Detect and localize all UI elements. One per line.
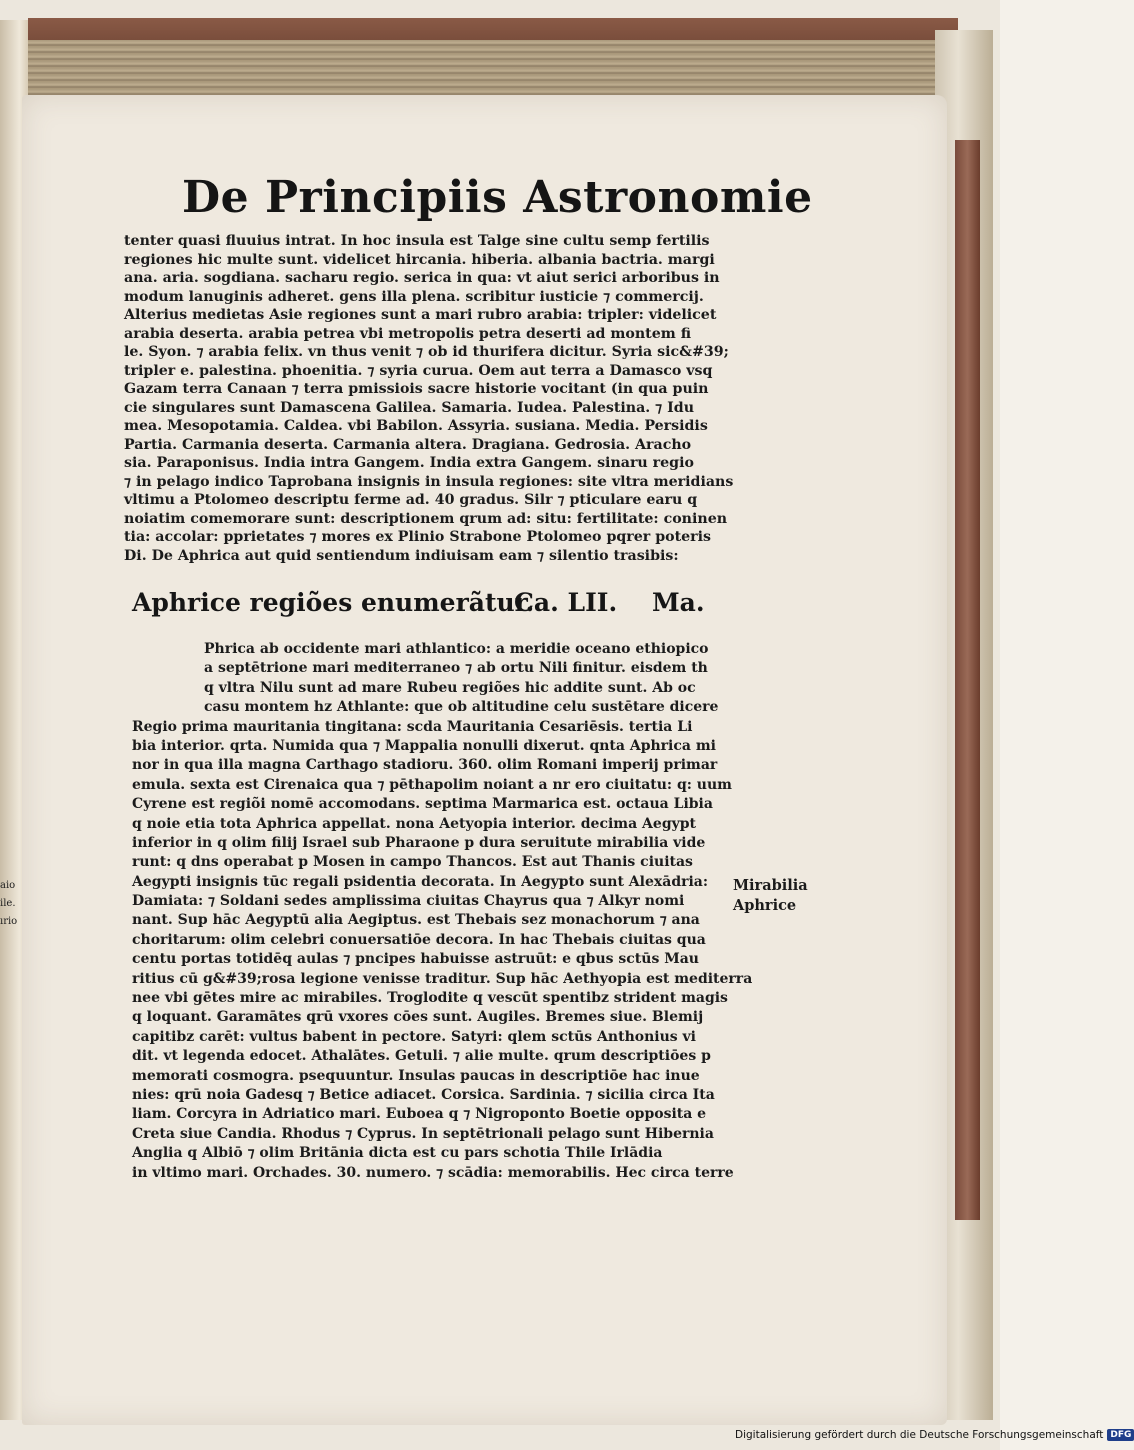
left-margin-fragment: ırio <box>0 916 18 927</box>
chapter-sign: Ma. <box>652 588 705 617</box>
text-line: runt: q dns operabat p Mosen in campo Thancos. Est aut Thanis ciuitas <box>132 854 693 871</box>
text-line: nant. Sup hāc Aegyptū alia Aegiptus. est Thebais sez monachorum ⁊ ana <box>132 912 700 929</box>
paragraph-1 <box>124 232 733 565</box>
text-line: cie singulares sunt Damascena Galilea. Samaria. Iudea. Palestina. ⁊ Idu <box>124 399 695 416</box>
text-line: ritius cū g&#39;rosa legione venisse traditur. Sup hāc Aethyopia est mediterra <box>132 970 753 987</box>
text-line: le. Syon. ⁊ arabia felix. vn thus venit ⁊ ob id thurifera dicitur. Syria sic&#39; <box>124 344 729 360</box>
left-margin-fragment: ile. <box>0 898 16 909</box>
text-line: casu montem hz Athlante: que ob altitudine celu sustētare dicere <box>204 699 719 716</box>
digitization-footer <box>735 1424 1134 1446</box>
text-line: sia. Paraponisus. India intra Gangem. India extra Gangem. sinaru regio <box>124 455 694 471</box>
marginal-note-line: Aphrice <box>733 897 797 914</box>
text-line: memorati cosmogra. psequuntur. Insulas paucas in descriptiōe hac inue <box>132 1067 700 1084</box>
text-line: bia interior. qrta. Numida qua ⁊ Mappalia nonulli dixerut. qnta Aphrica mi <box>132 737 716 754</box>
text-line: Gazam terra Canaan ⁊ terra pmissiois sacre historie vocitant (in qua puin <box>124 381 709 397</box>
text-line: Phrica ab occidente mari athlantico: a meridie oceano ethiopico <box>204 641 709 657</box>
text-line: nies: qrū noia Gadesq ⁊ Betice adiacet. Corsica. Sardinia. ⁊ sicilia circa Ita <box>132 1086 715 1103</box>
text-line: arabia deserta. arabia petrea vbi metropolis petra deserti ad montem fi <box>124 325 692 342</box>
footer-text: Digitalisierung gefördert durch die Deutsche Forschungsgemeinschaft <box>735 1429 1104 1441</box>
text-line: in vltimo mari. Orchades. 30. numero. ⁊ scādia: memorabilis. Hec circa terre <box>132 1164 734 1181</box>
text-line: ⁊ in pelago indico Taprobana insignis in insula regiones: site vltra meridians <box>124 473 734 490</box>
text-line: q noie etia tota Aphrica appellat. nona Aetyopia interior. decima Aegypt <box>132 815 696 832</box>
text-line: Damiata: ⁊ Soldani sedes amplissima ciuitas Chayrus qua ⁊ Alkyr nomi <box>132 893 685 910</box>
dfg-logo: DFG <box>1107 1429 1134 1441</box>
text-line: Di. De Aphrica aut quid sentiendum indiuisam eam ⁊ silentio trasibis: <box>124 547 679 564</box>
text-line: vltimu a Ptolomeo descriptu ferme ad. 40 gradus. Silr ⁊ pticulare earu q <box>124 492 698 508</box>
text-line: liam. Corcyra in Adriatico mari. Euboea q ⁊ Nigroponto Boetie opposita e <box>132 1106 707 1123</box>
text-line: capitibz carēt: vultus babent in pectore. Satyri: qlem sctūs Anthonius vi <box>132 1028 696 1045</box>
chapter-title: Aphrice regiões enumerãtur. <box>132 588 535 617</box>
text-line: choritarum: olim celebri conuersatiōe decora. In hac Thebais ciuitas qua <box>132 931 706 948</box>
text-line: noiatim comemorare sunt: descriptionem qrum ad: situ: fertilitate: coninen <box>124 510 728 527</box>
text-line: emula. sexta est Cirenaica qua ⁊ pēthapolim noiant a nr ero ciuitatu: q: uum <box>132 776 732 793</box>
text-line: Regio prima mauritania tingitana: scda Mauritania Cesariēsis. tertia Li <box>132 718 693 735</box>
chapter-heading <box>132 588 732 628</box>
text-line: tenter quasi fluuius intrat. In hoc insula est Talge sine cultu semp fertilis <box>124 233 710 249</box>
text-line: tripler e. palestina. phoenitia. ⁊ syria curua. Oem aut terra a Damasco vsq <box>124 362 713 379</box>
text-line: centu portas totidēq aulas ⁊ pncipes habuisse astruūt: e qbus sctūs Mau <box>132 951 699 968</box>
text-line: mea. Mesopotamia. Caldea. vbi Babilon. Assyria. susiana. Media. Persidis <box>124 418 708 434</box>
chapter-number: Ca. LII. <box>514 588 618 617</box>
text-line: modum lanuginis adheret. gens illa plena. scribitur iusticie ⁊ commercij. <box>124 288 704 305</box>
text-line: regiones hic multe sunt. videlicet hircania. hiberia. albania bactria. margi <box>124 251 715 268</box>
marginal-note-line: Mirabilia <box>733 877 808 894</box>
text-line: dit. vt legenda edocet. Athalātes. Getuli. ⁊ alie multe. qrum descriptiōes p <box>132 1048 711 1065</box>
text-line: Partia. Carmania deserta. Carmania altera. Dragiana. Gedrosia. Aracho <box>124 436 692 453</box>
text-line: Cyrene est regiõi nomē accomodans. septima Marmarica est. octaua Libia <box>132 796 713 813</box>
text-line: tia: accolar: pprietates ⁊ mores ex Plinio Strabone Ptolomeo pqrer poteris <box>124 529 712 545</box>
text-line: q vltra Nilu sunt ad mare Rubeu regiões hic addite sunt. Ab oc <box>204 679 696 696</box>
marginal-note <box>733 876 808 916</box>
left-margin-fragment: aio <box>0 880 16 891</box>
text-line: q loquant. Garamātes qrū vxores cōes sunt. Augiles. Bremes siue. Blemij <box>132 1009 704 1026</box>
text-line: Anglia q Albiō ⁊ olim Britānia dicta est cu pars schotia Thile Irlādia <box>132 1145 663 1162</box>
running-header: De Principiis Astronomie <box>182 172 813 223</box>
text-line: nee vbi gētes mire ac mirabiles. Troglodite q vescūt spentibz strident magis <box>132 990 728 1007</box>
text-line: ana. aria. sogdiana. sacharu regio. serica in qua: vt aiut serici arboribus in <box>124 270 720 286</box>
text-line: nor in qua illa magna Carthago stadioru. 360. olim Romani imperij primar <box>132 757 718 774</box>
text-line: Aegypti insignis tūc regali psidentia decorata. In Aegypto sunt Alexādria: <box>132 873 709 890</box>
book-spine <box>955 140 980 1220</box>
paragraph-2 <box>132 640 752 1183</box>
text-line: Creta siue Candia. Rhodus ⁊ Cyprus. In septētrionali pelago sunt Hibernia <box>132 1125 714 1142</box>
text-line: Alterius medietas Asie regiones sunt a mari rubro arabia: tripler: videlicet <box>124 307 717 323</box>
text-line: inferior in q olim filij Israel sub Pharaone p dura seruitute mirabilia vide <box>132 834 706 851</box>
text-line: a septētrione mari mediterraneo ⁊ ab ortu Nili finitur. eisdem th <box>204 660 708 677</box>
